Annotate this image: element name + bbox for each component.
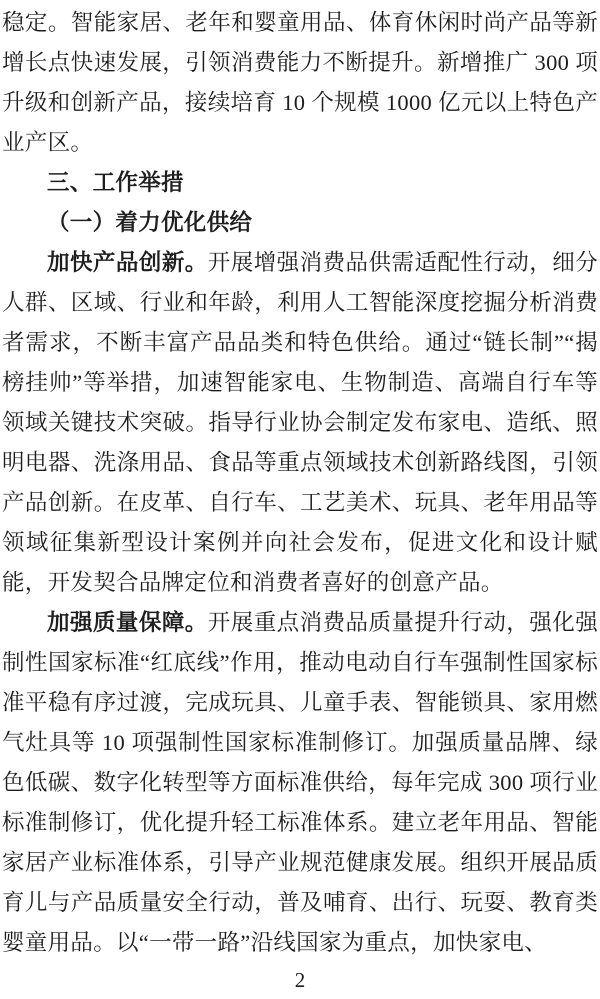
paragraph-product-innovation: [2, 243, 598, 603]
paragraph-continuation: 稳定。智能家居、老年和婴童用品、体育休闲时尚产品等新增长点快速发展，引领消费能力不断提升。新增推广 300 项升级和创新产品，接续培育 10 个规模 1000 亿元以上特色产业产区。: [2, 10, 598, 155]
paragraph-quality-assurance-lead: 加强质量保障。: [47, 610, 208, 635]
document-body: [2, 3, 598, 963]
paragraph-product-innovation-lead: 加快产品创新。: [47, 250, 208, 275]
paragraph-quality-assurance-text: 开展重点消费品质量提升行动，强化强制性国家标准“红底线”作用，推动电动自行车强制性国家标准平稳有序过渡，完成玩具、儿童手表、智能锁具、家用燃气灶具等 10 项强制性国家标准制修订。加强质量品牌、绿色低碳、数字化转型等方面标准供给，每年完成 300 项行业标准制修订，优化提升轻工标准体系。建立老年用品、智能家居产业标准体系，引导产业规范健康发展。组织开展品质育儿与产品质量安全行动，普及哺育、出行、玩耍、教育类婴童用品。以“一带一路”沿线国家为重点，加快家电、: [2, 610, 598, 955]
page-number: 2: [294, 968, 306, 992]
paragraph-product-innovation-text: 开展增强消费品供需适配性行动，细分人群、区域、行业和年龄，利用人工智能深度挖掘分析消费者需求，不断丰富产品品类和特色供给。通过“链长制”“揭榜挂帅”等举措，加速智能家电、生物制造、高端自行车等领域关键技术突破。指导行业协会制定发布家电、造纸、照明电器、洗涤用品、食品等重点领域技术创新路线图，引领产品创新。在皮革、自行车、工艺美术、玩具、老年用品等领域征集新型设计案例并向社会发布，促进文化和设计赋能，开发契合品牌定位和消费者喜好的创意产品。: [2, 250, 598, 595]
section-heading: 三、工作举措: [47, 170, 184, 195]
subsection-heading: （一）着力优化供给: [47, 210, 253, 235]
paragraph-quality-assurance: [2, 603, 598, 963]
